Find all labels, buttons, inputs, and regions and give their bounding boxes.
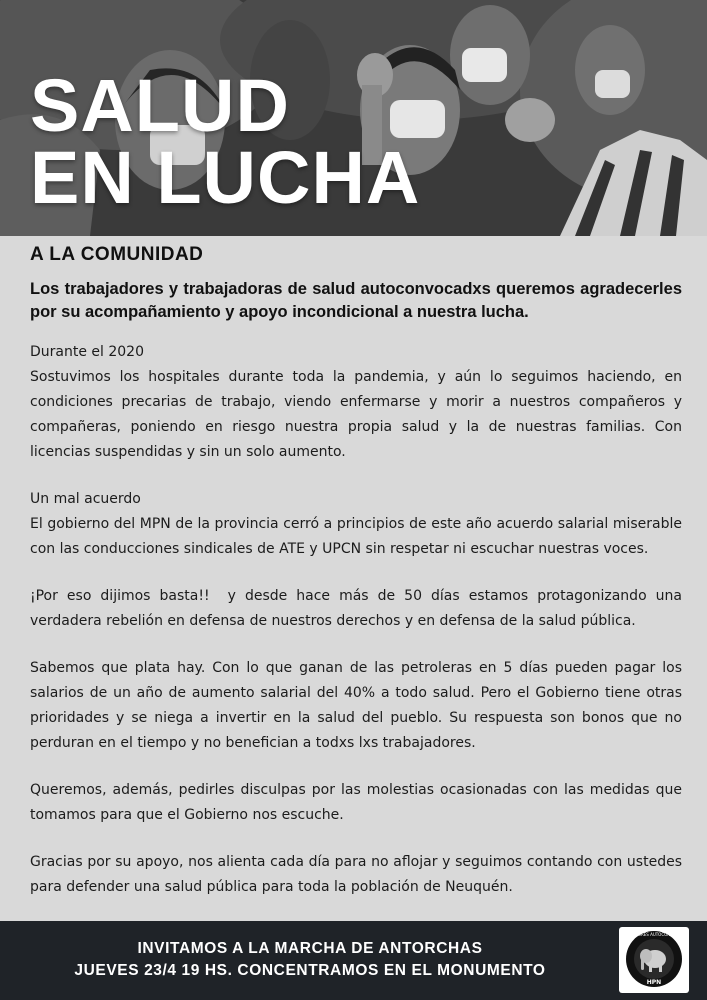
paragraph-gracias: Gracias por su apoyo, nos alienta cada día para no aflojar y seguimos contando con ustedes para defender una salud pública para toda la población de Neuquén. — [30, 854, 682, 895]
event-line-1: INVITAMOS A LA MARCHA DE ANTORCHAS — [137, 940, 483, 957]
event-announcement — [30, 938, 590, 982]
footer-banner — [0, 921, 707, 1000]
intro-paragraph: Los trabajadores y trabajadoras de salud autoconvocadxs queremos agradecerles por su acompañamiento y apoyo incondicional a nuestra lucha. — [30, 280, 682, 321]
title-line-2: EN LUCHA — [30, 136, 421, 219]
paragraph-text: Sostuvimos los hospitales durante toda la pandemia, y aún lo seguimos haciendo, en condiciones precarias de trabajo, viendo enfermarse y morir a nuestros compañeros y compañeras, poniendo en riesgo nuestra propia salud y la de nuestras familias. Con licencias suspendidas y sin un solo aumento. — [30, 369, 682, 460]
letter-body — [30, 236, 687, 900]
paragraph-basta: ¡Por eso dijimos basta!! y desde hace más de 50 días estamos protagonizando una verdadera rebelión en defensa de nuestros derechos y en defensa de la salud pública. — [30, 588, 687, 629]
logo-emblem — [619, 927, 689, 993]
hero-photo — [0, 0, 707, 236]
paragraph-lead: Durante el 2020 — [30, 344, 144, 360]
paragraph-mal-acuerdo — [30, 487, 682, 562]
union-logo — [619, 927, 689, 993]
paragraph-plata: Sabemos que plata hay. Con lo que ganan de las petroleras en 5 días pueden pagar los salarios de un año de aumento salarial del 40% a todo salud. Pero el Gobierno tiene otras prioridades y se niega a invertir en la salud del pueblo. Su respuesta son bonos que no perduran en el tiempo y no benefician a todxs lxs trabajadores. — [30, 660, 682, 751]
paragraph-text: El gobierno del MPN de la provincia cerró a principios de este año acuerdo salarial miserable con las conducciones sindicales de ATE y UPCN sin respetar ni escuchar nuestras voces. — [30, 516, 682, 557]
logo-hpn-text: HPN — [646, 979, 662, 986]
paragraph-2020 — [30, 340, 682, 465]
section-heading: A LA COMUNIDAD — [30, 244, 204, 265]
page-title — [30, 64, 421, 219]
event-line-2: JUEVES 23/4 19 HS. CONCENTRAMOS EN EL MONUMENTO — [74, 962, 546, 979]
paragraph-lead: Un mal acuerdo — [30, 491, 141, 507]
title-line-1: SALUD — [30, 64, 290, 147]
logo-arc-text: TRABAJADORES AUTOCONVOCADOS — [619, 932, 689, 937]
paragraph-disculpas: Queremos, además, pedirles disculpas por las molestias ocasionadas con las medidas que tomamos para que el Gobierno nos escuche. — [30, 782, 682, 823]
